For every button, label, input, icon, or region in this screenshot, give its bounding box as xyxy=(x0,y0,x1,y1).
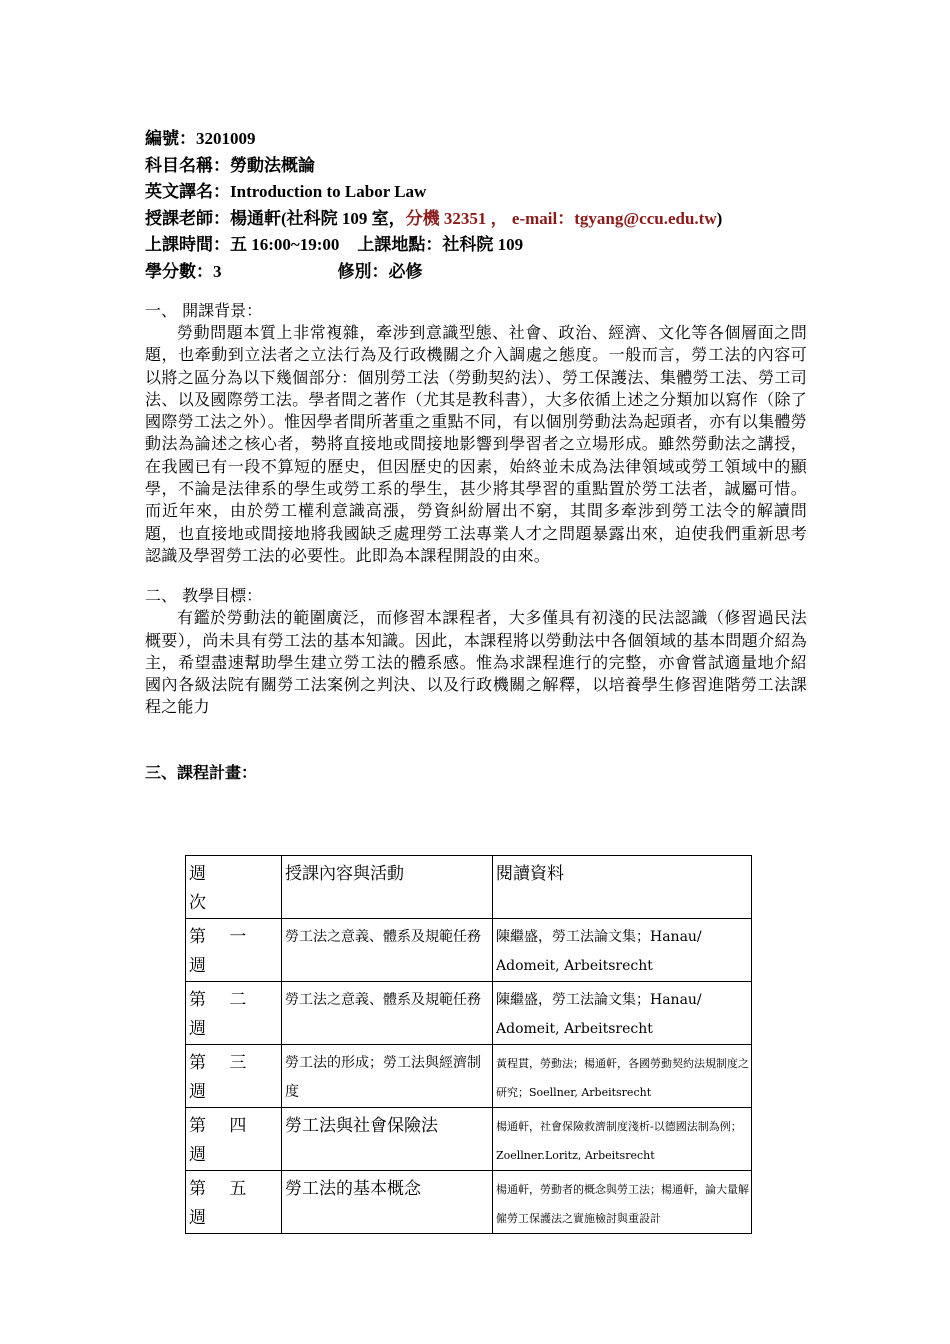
section-2-body: 有鑑於勞動法的範圍廣泛，而修習本課程者，大多僅具有初淺的民法認識（修習過民法概要），尚未具有勞工法的基本知識。因此，本課程將以勞動法中各個領域的基本問題介紹為主，希望盡速幫助學生建立勞工法的體系感。惟為求課程進行的完整，亦會嘗試適量地介紹國內各級法院有關勞工法案例之判決、以及行政機關之解釋，以培養學生修習進階勞工法課程之能力 xyxy=(145,608,807,717)
content-cell: 勞工法之意義、體系及規範任務 xyxy=(282,919,493,982)
schedule-line xyxy=(145,232,807,259)
teacher-name: 授課老師：楊通軒(社科院 109 室， xyxy=(145,208,406,228)
header-content: 授課內容與活動 xyxy=(282,856,493,919)
week-cell: 第 五 週 xyxy=(186,1171,282,1234)
content-cell: 勞工法的基本概念 xyxy=(282,1171,493,1234)
course-plan-table xyxy=(185,855,752,1234)
credits: 學分數：3 xyxy=(145,261,222,281)
class-time: 上課時間：五 16:00~19:00 xyxy=(145,235,340,254)
document-page xyxy=(145,126,807,784)
teacher-line xyxy=(145,206,807,233)
course-name: 科目名稱：勞動法概論 xyxy=(145,155,315,175)
section-2-title: 二、 教學目標： xyxy=(145,586,263,606)
course-number: 編號：3201009 xyxy=(145,129,256,148)
reading-cell: 楊通軒，社會保險救濟制度淺析-以德國法制為例；Zoellner.Loritz, Arbeitsrecht xyxy=(493,1108,752,1171)
course-type: 修別：必修 xyxy=(337,261,423,281)
week-cell: 第 二 週 xyxy=(186,982,282,1045)
english-name: 英文譯名：Introduction to Labor Law xyxy=(145,182,427,201)
reading-cell: 黃程貫，勞動法；楊通軒，各國勞動契約法規制度之研究；Soellner, Arbeitsrecht xyxy=(493,1045,752,1108)
table-row xyxy=(186,1045,752,1108)
table-row xyxy=(186,919,752,982)
reading-cell: 陳繼盛，勞工法論文集；Hanau/ Adomeit, Arbeitsrecht xyxy=(493,919,752,982)
content-cell: 勞工法的形成；勞工法與經濟制度 xyxy=(282,1045,493,1108)
header-reading: 閱讀資料 xyxy=(493,856,752,919)
credits-line xyxy=(145,259,807,286)
table-header-row xyxy=(186,856,752,919)
week-cell: 第 三 週 xyxy=(186,1045,282,1108)
teacher-suffix: ) xyxy=(716,208,723,228)
section-1-title: 一、 開課背景： xyxy=(145,301,263,320)
table-row xyxy=(186,1108,752,1171)
reading-cell: 楊通軒，勞動者的概念與勞工法；楊通軒，論大量解僱勞工保護法之實施檢討與重設計 xyxy=(493,1171,752,1234)
content-cell: 勞工法之意義、體系及規範任務 xyxy=(282,982,493,1045)
section-1-body: 勞動問題本質上非常複雜，牽涉到意識型態、社會、政治、經濟、文化等各個層面之問題，也牽動到立法者之立法行為及行政機關之介入調處之態度。一般而言，勞工法的內容可以將之區分為以下幾個部分：個別勞工法（勞動契約法）、勞工保護法、集體勞工法、勞工司法、以及國際勞工法。學者間之著作（尤其是教科書），大多依循上述之分類加以寫作（除了國際勞工法之外）。惟因學者間所著重之重點不同，有以個別勞動法為起頭者，亦有以集體勞動法為論述之核心者，勢將直接地或間接地影響到學習者之立場形成。雖然勞動法之講授，在我國已有一段不算短的歷史，但因歷史的因素，始終並未成為法律領域或勞工領域中的顯學，不論是法律系的學生或勞工系的學生，甚少將其學習的重點置於勞工法者，誠屬可惜。而近年來，由於勞工權利意識高漲，勞資糾紛層出不窮，其間多牽涉到勞工法令的解讀問題，也直接地或間接地將我國缺乏處理勞工法專業人才之問題暴露出來，迫使我們重新思考認識及學習勞工法的必要性。此即為本課程開設的由來。 xyxy=(145,323,807,565)
week-cell: 第 一 週 xyxy=(186,919,282,982)
class-location: 上課地點：社科院 109 xyxy=(357,235,524,254)
table-row xyxy=(186,1171,752,1234)
content-cell: 勞工法與社會保險法 xyxy=(282,1108,493,1171)
table-row xyxy=(186,982,752,1045)
section-3-title: 三、課程計畫： xyxy=(145,762,258,782)
teacher-contact: 分機 32351 ， e-mail：tgyang@ccu.edu.tw xyxy=(405,208,717,228)
header-week: 週 次 xyxy=(186,856,282,919)
week-cell: 第 四 週 xyxy=(186,1108,282,1171)
reading-cell: 陳繼盛，勞工法論文集；Hanau/ Adomeit, Arbeitsrecht xyxy=(493,982,752,1045)
